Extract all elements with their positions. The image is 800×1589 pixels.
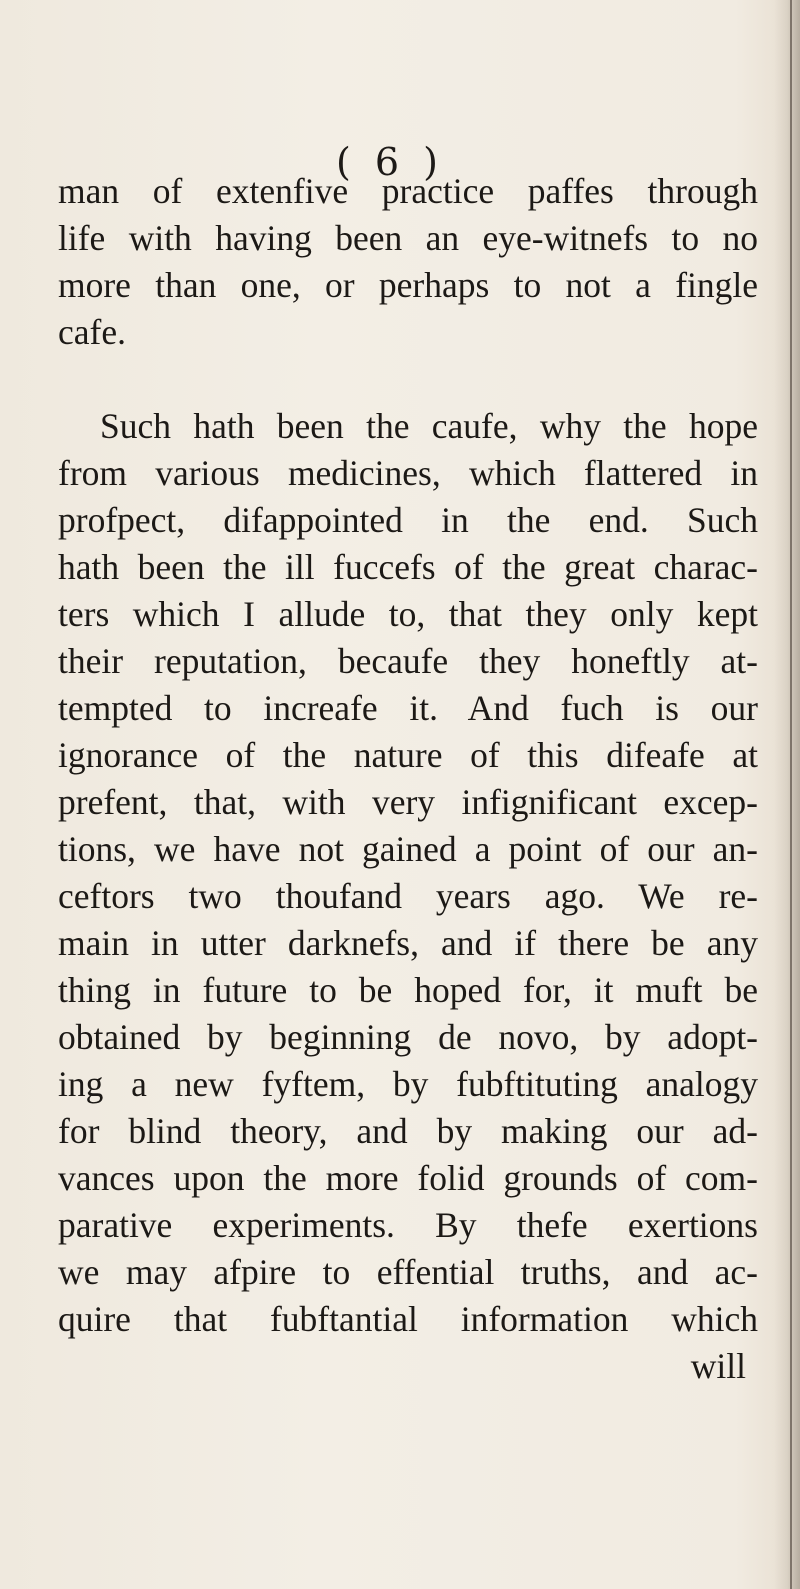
- text-line: tempted to increafe it. And fuch is our: [58, 688, 758, 728]
- text-line: quire that fubftantial information which: [58, 1299, 758, 1339]
- text-line: tions, we have not gained a point of our an-: [58, 829, 758, 869]
- text-line: ing a new fyftem, by fubftituting analogy: [58, 1064, 758, 1104]
- text-line: their reputation, becaufe they honeftly at-: [58, 641, 758, 681]
- text-line: hath been the ill fuccefs of the great charac-: [58, 547, 758, 587]
- text-line: cafe.: [58, 312, 126, 352]
- text-line: main in utter darknefs, and if there be any: [58, 923, 758, 963]
- text-line: obtained by beginning de novo, by adopt-: [58, 1017, 758, 1057]
- text-line: ceftors two thoufand years ago. We re-: [58, 876, 758, 916]
- text-line: we may afpire to effential truths, and ac-: [58, 1252, 758, 1292]
- page-edge-shadow: [774, 0, 800, 1589]
- text-line: ters which I allude to, that they only kept: [58, 594, 758, 634]
- text-line: life with having been an eye-witnefs to no: [58, 218, 758, 258]
- text-line: prefent, that, with very infignificant excep-: [58, 782, 758, 822]
- text-line: thing in future to be hoped for, it muft be: [58, 970, 758, 1010]
- text-line: Such hath been the caufe, why the hope: [100, 406, 758, 446]
- text-line: parative experiments. By thefe exertions: [58, 1205, 758, 1245]
- text-line: profpect, difappointed in the end. Such: [58, 500, 758, 540]
- text-line: vances upon the more folid grounds of com-: [58, 1158, 758, 1198]
- text-line: ignorance of the nature of this difeafe at: [58, 735, 758, 775]
- text-line: for blind theory, and by making our ad-: [58, 1111, 758, 1151]
- page-number: ( 6 ): [336, 140, 444, 184]
- paragraph-gap: [58, 356, 758, 403]
- catchword: will: [690, 1346, 746, 1386]
- body-text: [58, 168, 758, 1390]
- text-line: man of extenfive practice paffes through: [58, 171, 758, 211]
- page-edge-line: [790, 0, 792, 1589]
- text-line: more than one, or perhaps to not a fingle: [58, 265, 758, 305]
- text-line: from various medicines, which flattered in: [58, 453, 758, 493]
